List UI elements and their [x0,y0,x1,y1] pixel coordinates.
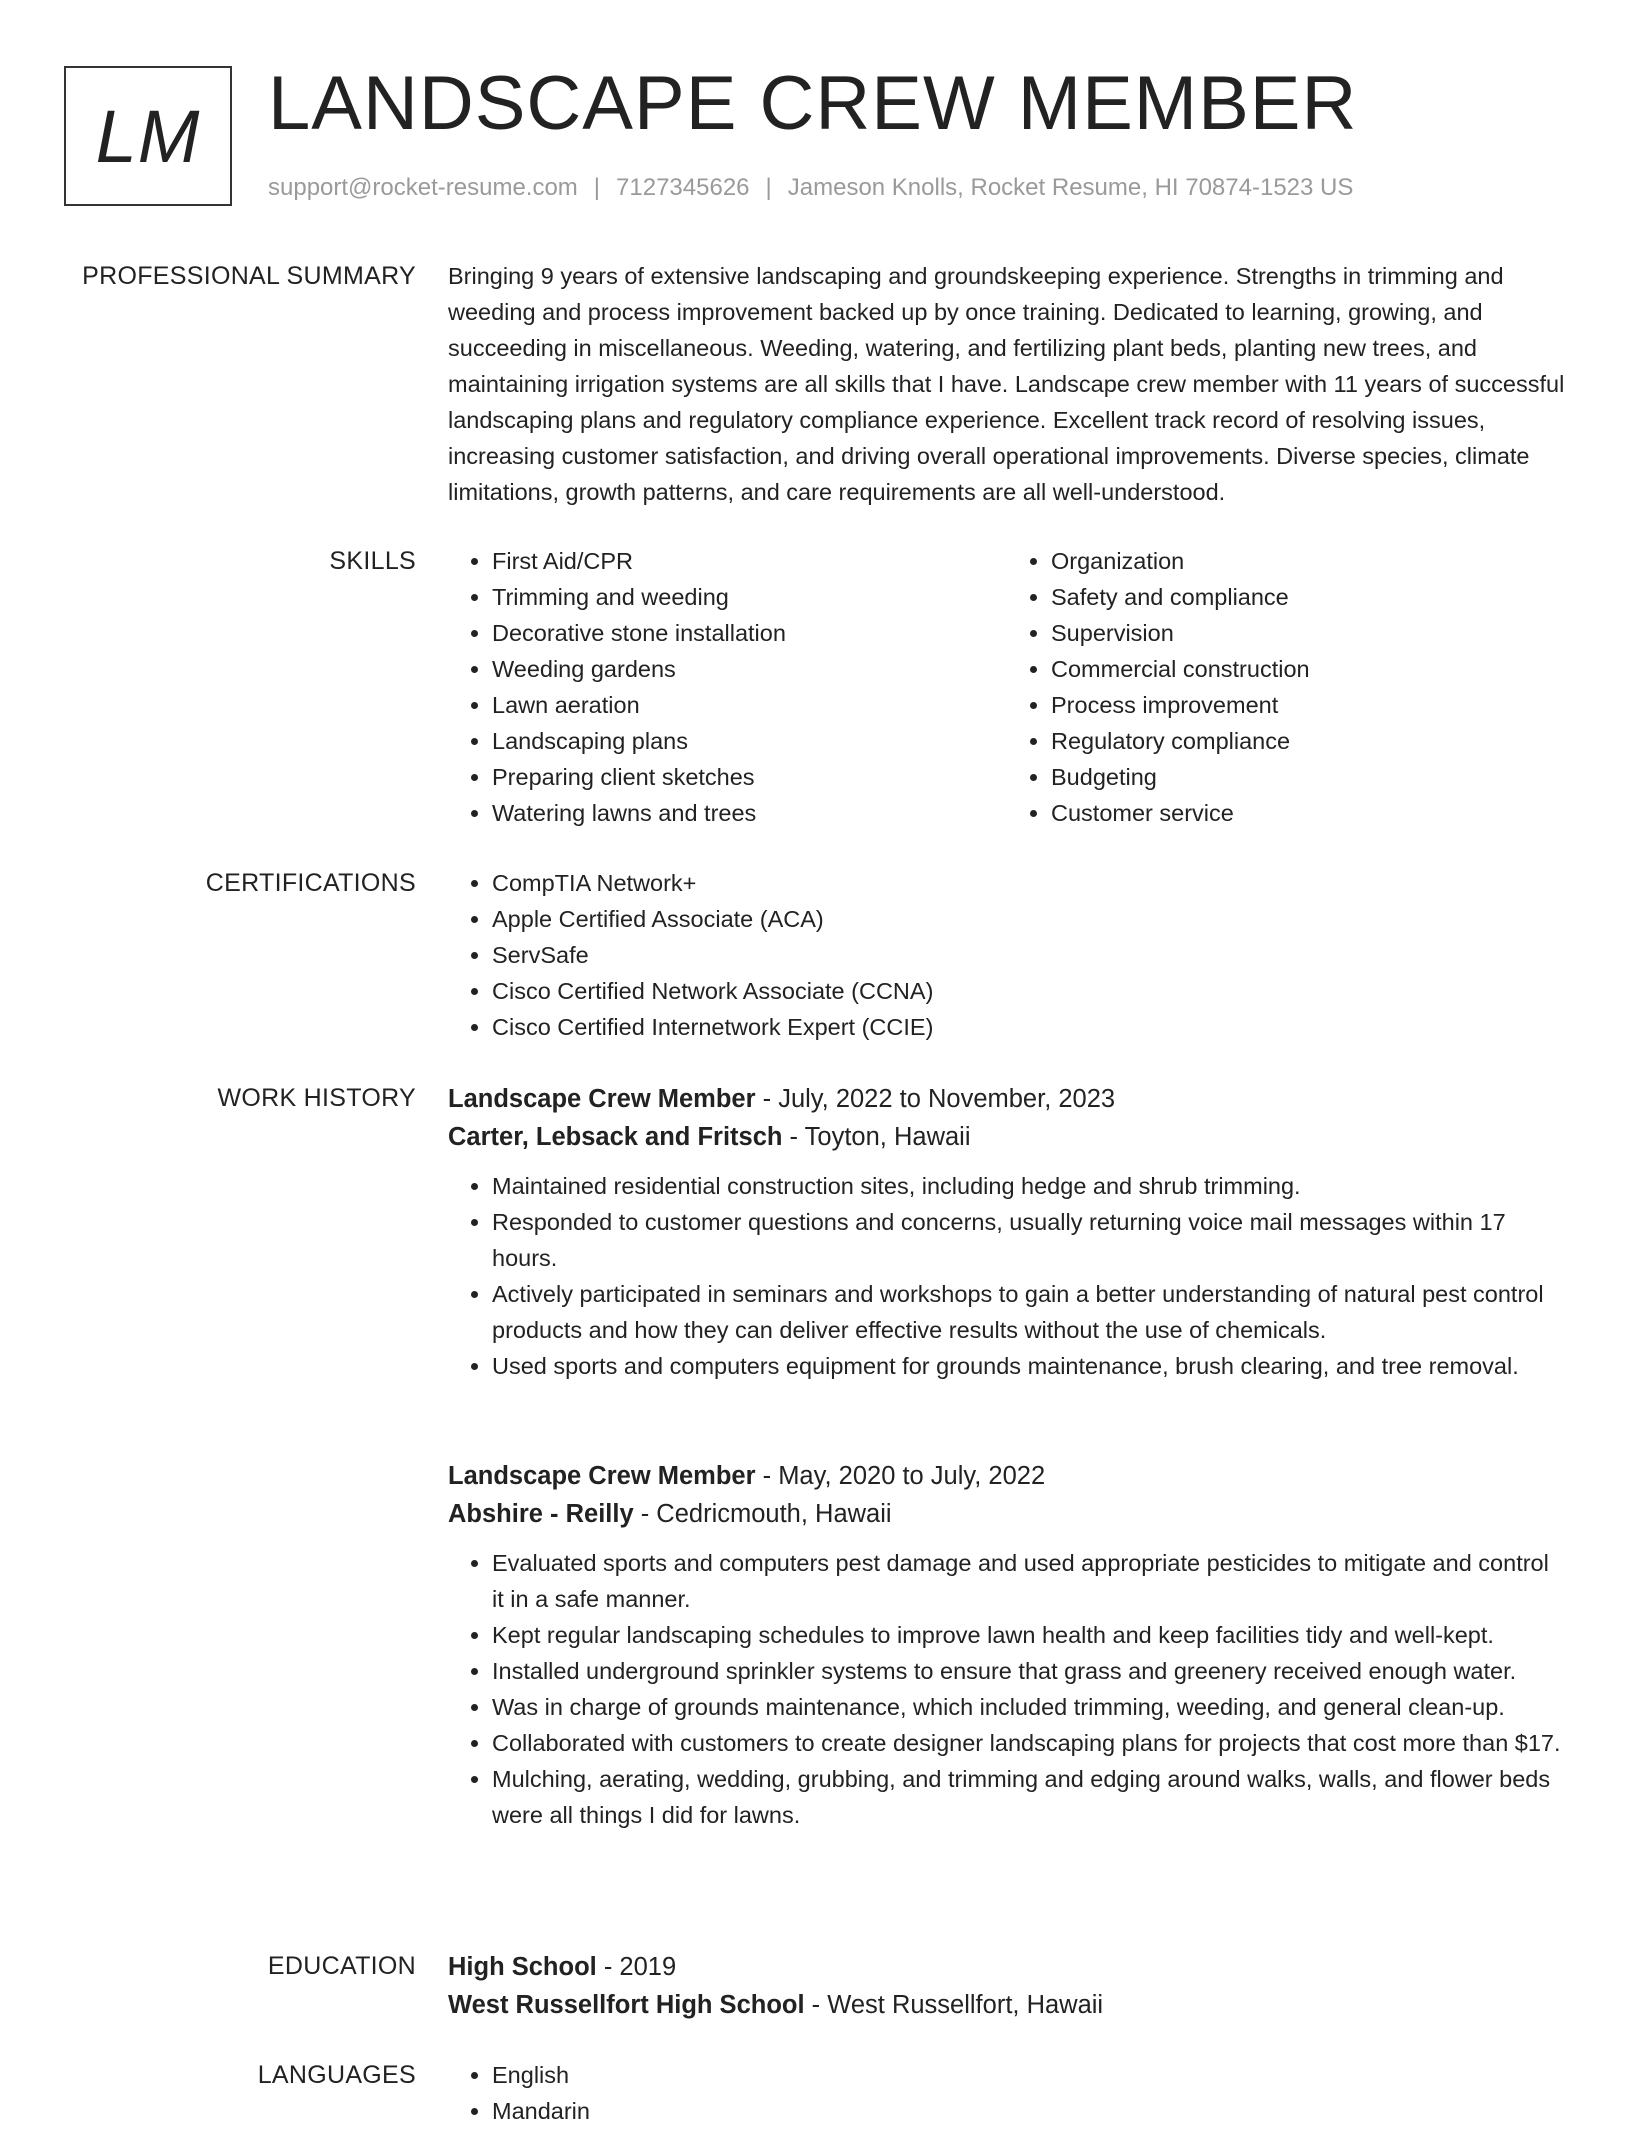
section-heading: PROFESSIONAL SUMMARY [82,262,416,290]
list-item: • Cisco Certified Network Associate (CCNA) [492,973,1566,1009]
section-body [448,258,1566,510]
list-item: • Lawn aeration [492,687,1007,723]
list-item: • Landscaping plans [492,723,1007,759]
phone-text[interactable]: 7127345626 [616,174,750,201]
list-item: • First Aid/CPR [492,543,1007,579]
list-item: • Safety and compliance [1051,579,1566,615]
summary-text: Bringing 9 years of extensive landscaping and groundskeeping experience. Strengths in trimming and weeding and process improvement backed up by once training. Dedicated to learning, growing, and succeeding in miscellaneous. Weeding, watering, and fertilizing plant beds, planting new trees, and maintaining irrigation systems are all skills that I have. Landscape crew member with 11 years of successful landscaping plans and regulatory compliance experience. Excellent track record of resolving issues, increasing customer satisfaction, and driving overall operational improvements. Diverse species, climate limitations, growth patterns, and care requirements are all well-understood. [448,263,1565,505]
list-item: • Cisco Certified Internetwork Expert (CCIE) [492,1009,1566,1045]
job-bullets [448,1545,1566,1833]
job-dates: - July, 2022 to November, 2023 [755,1085,1116,1113]
list-item: • Customer service [1051,795,1566,831]
section-body [448,1080,1566,1828]
list-item: • Trimming and weeding [492,579,1007,615]
degree: High School [448,1953,597,1981]
list-item: • Budgeting [1051,759,1566,795]
list-item: • Mulching, aerating, wedding, grubbing, and trimming and edging around walks, walls, and flower beds were all things I did for lawns. [492,1761,1566,1833]
section-body [448,865,1566,1045]
separator: | [765,174,772,201]
list-item: • Organization [1051,543,1566,579]
list-item: • Decorative stone installation [492,615,1007,651]
job-title: Landscape Crew Member [448,1462,756,1490]
company-name: Abshire - Reilly [448,1500,634,1528]
list-item: • Actively participated in seminars and workshops to gain a better understanding of natural pest control products and how they can deliver effective results without the use of chemicals. [492,1276,1566,1348]
list-item: • Commercial construction [1051,651,1566,687]
skills-list-right [1007,543,1566,831]
school-line [448,1986,1566,2024]
job-location: - Toyton, Hawaii [782,1123,971,1151]
degree-line [448,1948,1566,1986]
job-dates: - May, 2020 to July, 2022 [755,1462,1046,1490]
job-location: - Cedricmouth, Hawaii [633,1500,892,1528]
list-item: • Preparing client sketches [492,759,1007,795]
languages-list [448,2057,1566,2129]
graduation-year: - 2019 [596,1953,677,1981]
list-item: • Mandarin [492,2093,1566,2129]
list-item: • CompTIA Network+ [492,865,1566,901]
skills-list-left [448,543,1007,831]
job-bullets [448,1168,1566,1384]
list-item: • Regulatory compliance [1051,723,1566,759]
section-heading: SKILLS [329,547,416,575]
school-name: West Russellfort High School [448,1991,805,2019]
list-item: • Weeding gardens [492,651,1007,687]
list-item: • Maintained residential construction sites, including hedge and shrub trimming. [492,1168,1566,1204]
list-item: • English [492,2057,1566,2093]
job-company-line [448,1495,1566,1533]
certifications-list [448,865,1566,1045]
list-item: • Supervision [1051,615,1566,651]
list-item: • Apple Certified Associate (ACA) [492,901,1566,937]
list-item: • Process improvement [1051,687,1566,723]
address-text: Jameson Knolls, Rocket Resume, HI 70874-1523 US [787,174,1354,201]
section-body [448,1948,1566,2024]
school-location: - West Russellfort, Hawaii [804,1991,1104,2019]
job-company-line [448,1118,1566,1156]
list-item: • ServSafe [492,937,1566,973]
page-title: LANDSCAPE CREW MEMBER [268,61,1358,146]
list-item: • Used sports and computers equipment for grounds maintenance, brush clearing, and tree removal. [492,1348,1566,1384]
section-body [448,2057,1566,2129]
job-entry [448,1457,1566,1833]
monogram-logo: LM [64,66,232,206]
job-title: Landscape Crew Member [448,1085,756,1113]
separator: | [593,174,601,201]
job-title-line [448,1457,1566,1495]
job-title-line [448,1080,1566,1118]
list-item: • Was in charge of grounds maintenance, which included trimming, weeding, and general clean-up. [492,1689,1566,1725]
job-entry [448,1080,1566,1384]
list-item: • Evaluated sports and computers pest damage and used appropriate pesticides to mitigate and control it in a safe manner. [492,1545,1566,1617]
section-heading: LANGUAGES [257,2061,416,2089]
list-item: • Kept regular landscaping schedules to improve lawn health and keep facilities tidy and well-kept. [492,1617,1566,1653]
section-heading: EDUCATION [267,1952,416,1980]
company-name: Carter, Lebsack and Fritsch [448,1123,783,1151]
list-item: • Responded to customer questions and concerns, usually returning voice mail messages within 17 hours. [492,1204,1566,1276]
list-item: • Collaborated with customers to create designer landscaping plans for projects that cost more than $17. [492,1725,1566,1761]
section-heading: CERTIFICATIONS [205,869,416,897]
section-heading: WORK HISTORY [217,1084,416,1112]
list-item: • Installed underground sprinkler systems to ensure that grass and greenery received enough water. [492,1653,1566,1689]
list-item: • Watering lawns and trees [492,795,1007,831]
skills-columns [448,543,1566,831]
email-text[interactable]: support@rocket-resume.com [268,174,578,201]
contact-line [268,174,1353,202]
